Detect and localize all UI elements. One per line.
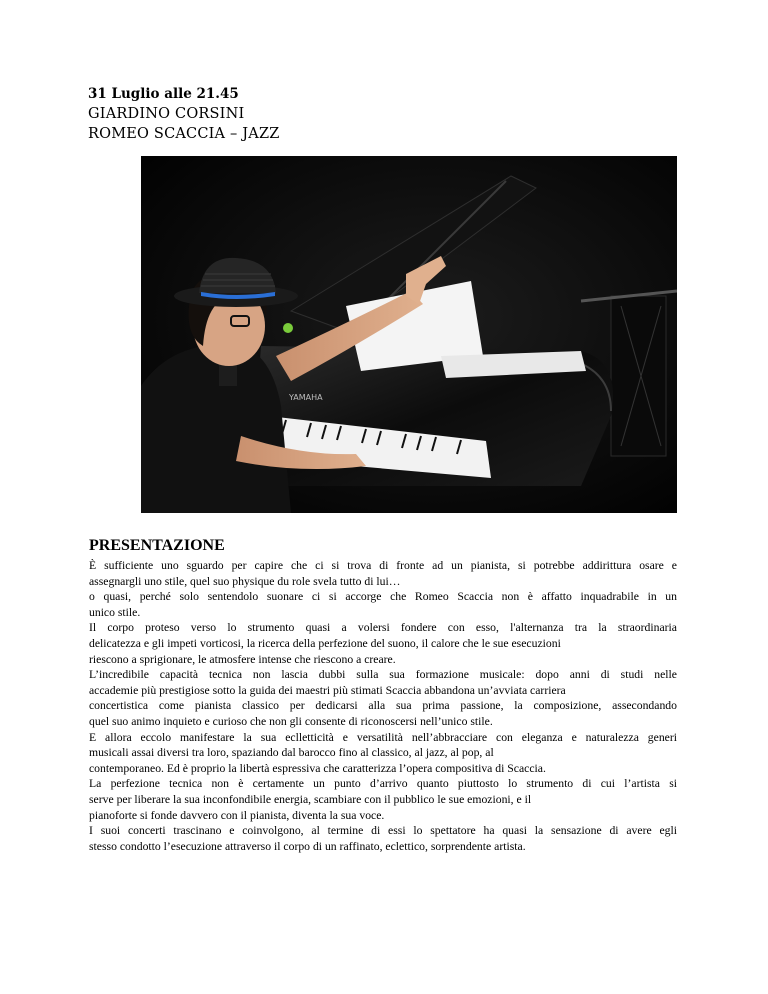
body-line: I suoi concerti trascinano e coinvolgono, al termine di essi lo spettatore ha quasi la sensazione di avere egli [89,824,677,838]
body-line: o quasi, perché solo sentendolo suonare ci si accorge che Romeo Scaccia non è affatto inquadrabile in un [89,590,677,604]
body-line: unico stile. [89,605,141,619]
pianist-photo [141,156,677,513]
section-title: PRESENTAZIONE [89,537,225,554]
body-line: serve per liberare la sua inconfondibile energia, scambiare con il pubblico le sue emozioni, e il [89,792,532,806]
body-line: E allora eccolo manifestare la sua eclletticità e versatilità nell’abbracciare con eleganza e naturalezza generi [89,730,677,744]
body-line: Il corpo proteso verso lo strumento quasi a volersi fondere con esso, l'alternanza tra la straordinaria [89,621,677,635]
body-line: musicali assai diversi tra loro, spaziando dal barocco fino al classico, al jazz, al pop, al [89,746,494,760]
event-date: 31 Luglio alle 21.45 [88,86,239,102]
presentation-text [89,558,677,854]
body-line: assegnargli uno stile, quel suo physique du role svela tutto di lui… [89,574,401,588]
event-venue: GIARDINO CORSINI [88,106,245,122]
body-line: stesso condotto l’esecuzione attraverso il corpo di un raffinato, eclettico, sorprendente artista. [89,839,526,853]
body-line: riescono a sprigionare, le atmosfere intense che riescono a creare. [89,652,396,666]
piano-brand-label: YAMAHA [289,393,323,402]
body-line: La perfezione tecnica non è certamente un punto d’arrivo quanto piuttosto lo strumento di cui l’artista si [89,777,677,791]
body-line: pianoforte si fonde davvero con il pianista, diventa la sua voce. [89,808,385,822]
body-line: accademie più prestigiose sotto la guida dei maestri più stimati Scaccia abbandona un’avviata carriera [89,683,566,697]
body-line: L’incredibile capacità tecnica non lascia dubbi sulla sua formazione musicale: dopo anni di studi nelle [89,668,677,682]
event-title: ROMEO SCACCIA – JAZZ [88,126,280,142]
body-line: È sufficiente uno sguardo per capire che ci si trova di fronte ad un pianista, si potrebbe addirittura osare e [89,559,677,572]
body-line: contemporaneo. Ed è proprio la libertà espressiva che caratterizza l’opera compositiva di Scaccia. [89,761,546,775]
body-line: concertistica come pianista classico per dedicarsi alla sua prima passione, la composizione, assecondando [89,699,677,713]
body-line: delicatezza e gli impeti vorticosi, la ricerca della perfezione del suono, il calore che le sue esecuzioni [89,636,561,650]
body-line: quel suo animo inquieto e curioso che non gli consente di riconoscersi nell’unico stile. [89,714,493,728]
event-header [88,84,280,144]
